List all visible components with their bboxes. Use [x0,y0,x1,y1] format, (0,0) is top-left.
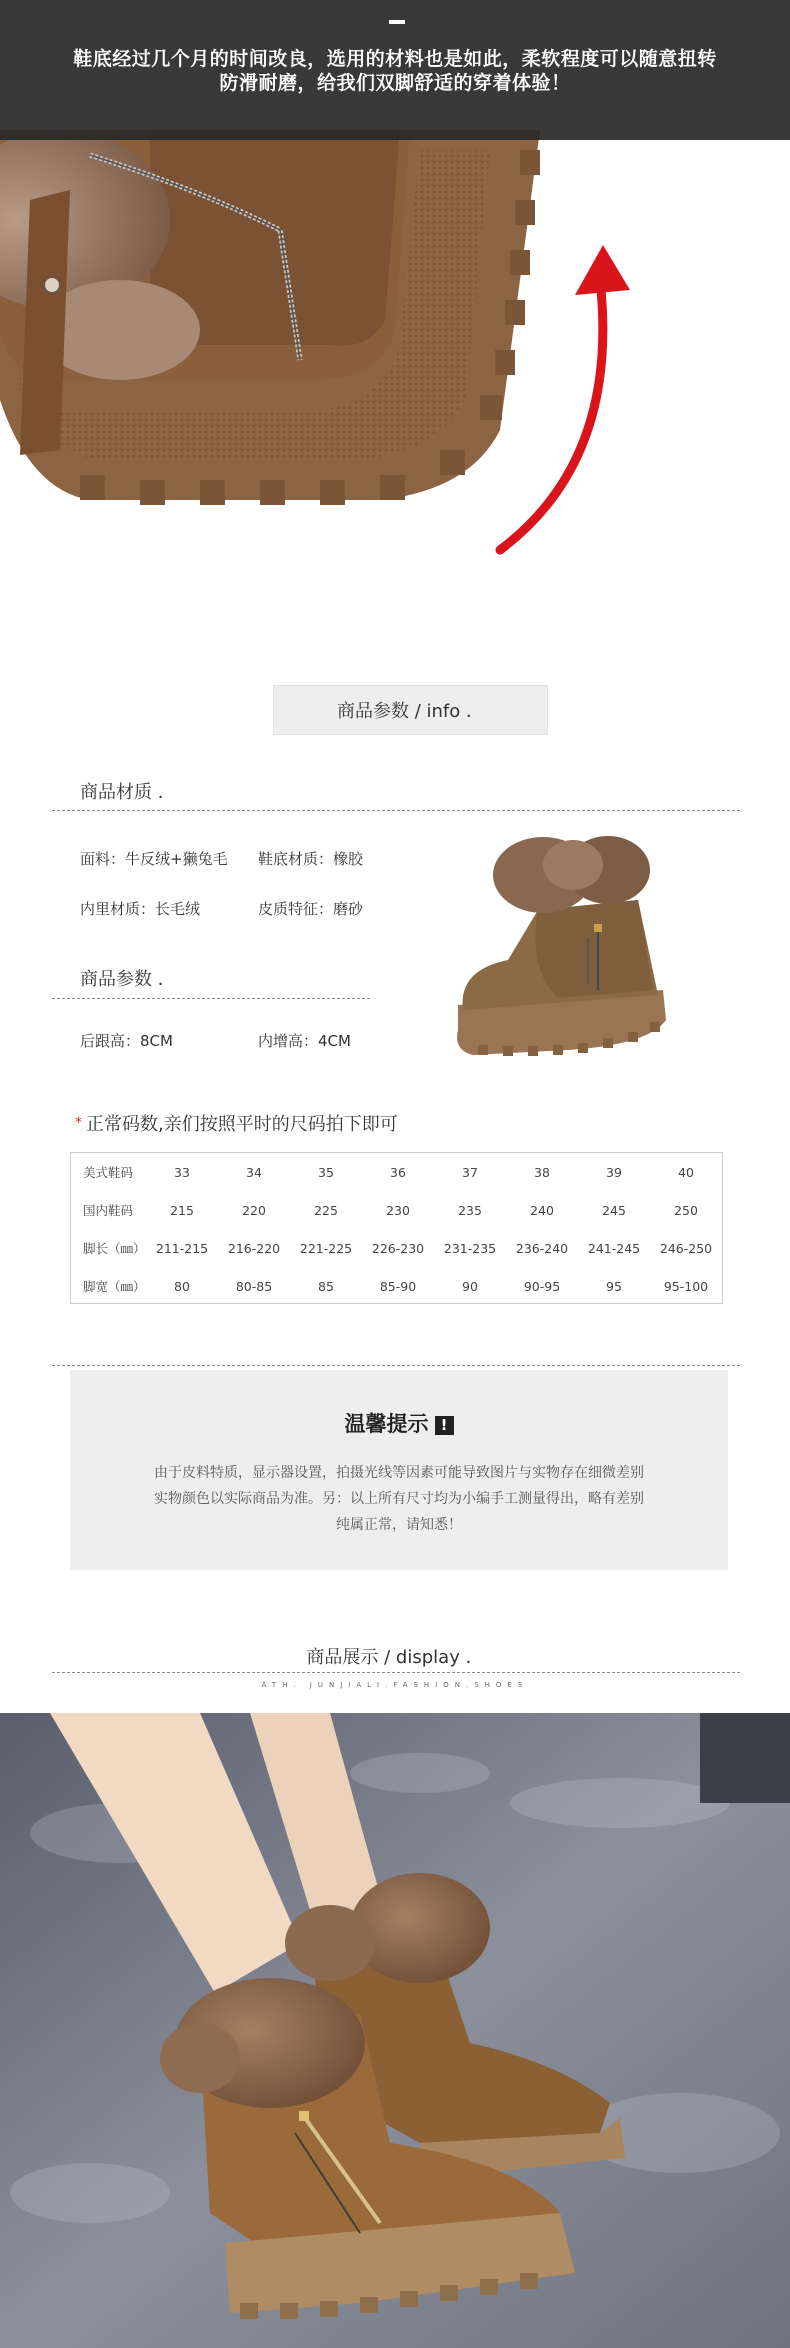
table-cell: 37 [462,1164,478,1180]
table-cell: 36 [390,1164,406,1180]
table-cell: 245 [602,1202,626,1218]
display-divider [52,1672,740,1673]
size-note-text: 正常码数,亲们按照平时的尺码拍下即可 [86,1114,398,1135]
notice-title-text: 温馨提示 [344,1412,429,1436]
notice-line: 实物颜色以实际商品为准。另：以上所有尺寸均为小编手工测量得出，略有差别 [154,1491,644,1507]
hero-banner [0,0,790,140]
table-cell: 80 [174,1278,190,1294]
table-cell: 246-250 [659,1240,713,1256]
table-cell: 85-90 [379,1278,417,1294]
row-label: 脚长（㎜） [83,1241,146,1256]
lining-spec: 内里材质：长毛绒 [80,900,201,918]
inner-height-spec: 内增高：4CM [258,1032,351,1050]
banner-dash-mark [389,20,405,24]
info-heading-text: 商品参数 / info ． [337,701,484,722]
params-title: 商品参数 ． [80,969,176,990]
heel-height-spec: 后跟高：8CM [80,1032,173,1050]
leather-spec: 皮质特征：磨砂 [258,900,364,918]
table-cell: 34 [246,1164,262,1180]
params-divider [52,998,370,999]
table-cell: 235 [458,1202,482,1218]
notice-line: 由于皮料特质，显示器设置，拍摄光线等因素可能导致图片与实物存在细微差别 [154,1465,644,1481]
row-label: 国内鞋码 [83,1203,134,1218]
table-row [71,1191,722,1229]
material-divider [52,810,740,811]
display-subtitle: ATH. JUNJIALI.FASHION.SHOES [261,1681,529,1689]
sole-spec: 鞋底材质：橡胶 [258,850,364,868]
info-heading-box [273,685,548,735]
table-cell: 95-100 [663,1278,709,1294]
table-cell: 216-220 [227,1240,281,1256]
hero-section [0,0,790,640]
table-cell: 38 [534,1164,550,1180]
product-thumbnail-image [448,820,678,1070]
table-cell: 33 [174,1164,190,1180]
table-cell: 241-245 [587,1240,641,1256]
notice-heading [70,1408,728,1438]
table-cell: 236-240 [515,1240,569,1256]
table-row [71,1229,722,1267]
hero-text-line2: 防滑耐磨，给我们双脚舒适的穿着体验！ [219,72,571,94]
model-wearing-boots-photo [0,1713,790,2348]
table-row [71,1153,722,1191]
table-cell: 39 [606,1164,622,1180]
sole-closeup-photo [0,130,790,640]
table-cell: 95 [606,1278,622,1294]
size-note [75,1110,398,1136]
table-cell: 225 [314,1202,338,1218]
row-label: 美式鞋码 [83,1165,134,1180]
table-cell: 85 [318,1278,334,1294]
table-cell: 240 [530,1202,554,1218]
table-cell: 211-215 [155,1240,209,1256]
material-title: 商品材质 ． [80,782,176,803]
table-cell: 230 [386,1202,410,1218]
table-cell: 35 [318,1164,334,1180]
notice-box [70,1370,728,1570]
notice-line: 纯属正常，请知悉！ [336,1517,462,1533]
table-cell: 220 [242,1202,266,1218]
notice-top-divider [52,1365,740,1366]
table-cell: 215 [170,1202,194,1218]
size-table [70,1152,723,1304]
table-cell: 226-230 [371,1240,425,1256]
display-heading: 商品展示 / display ． [306,1647,484,1668]
fabric-spec: 面料：牛反绒+獭兔毛 [80,850,228,868]
exclamation-icon: ! [435,1416,454,1435]
table-cell: 80-85 [235,1278,273,1294]
asterisk-icon: * [75,1115,82,1131]
table-cell: 90 [462,1278,478,1294]
table-cell: 90-95 [523,1278,561,1294]
hero-text-line1: 鞋底经过几个月的时间改良，选用的材料也是如此，柔软程度可以随意扭转 [73,48,717,70]
notice-body [90,1460,708,1538]
table-cell: 221-225 [299,1240,353,1256]
table-cell: 250 [674,1202,698,1218]
row-label: 脚宽（㎜） [83,1279,146,1294]
table-row [71,1267,722,1305]
table-cell: 231-235 [443,1240,497,1256]
table-cell: 40 [678,1164,694,1180]
